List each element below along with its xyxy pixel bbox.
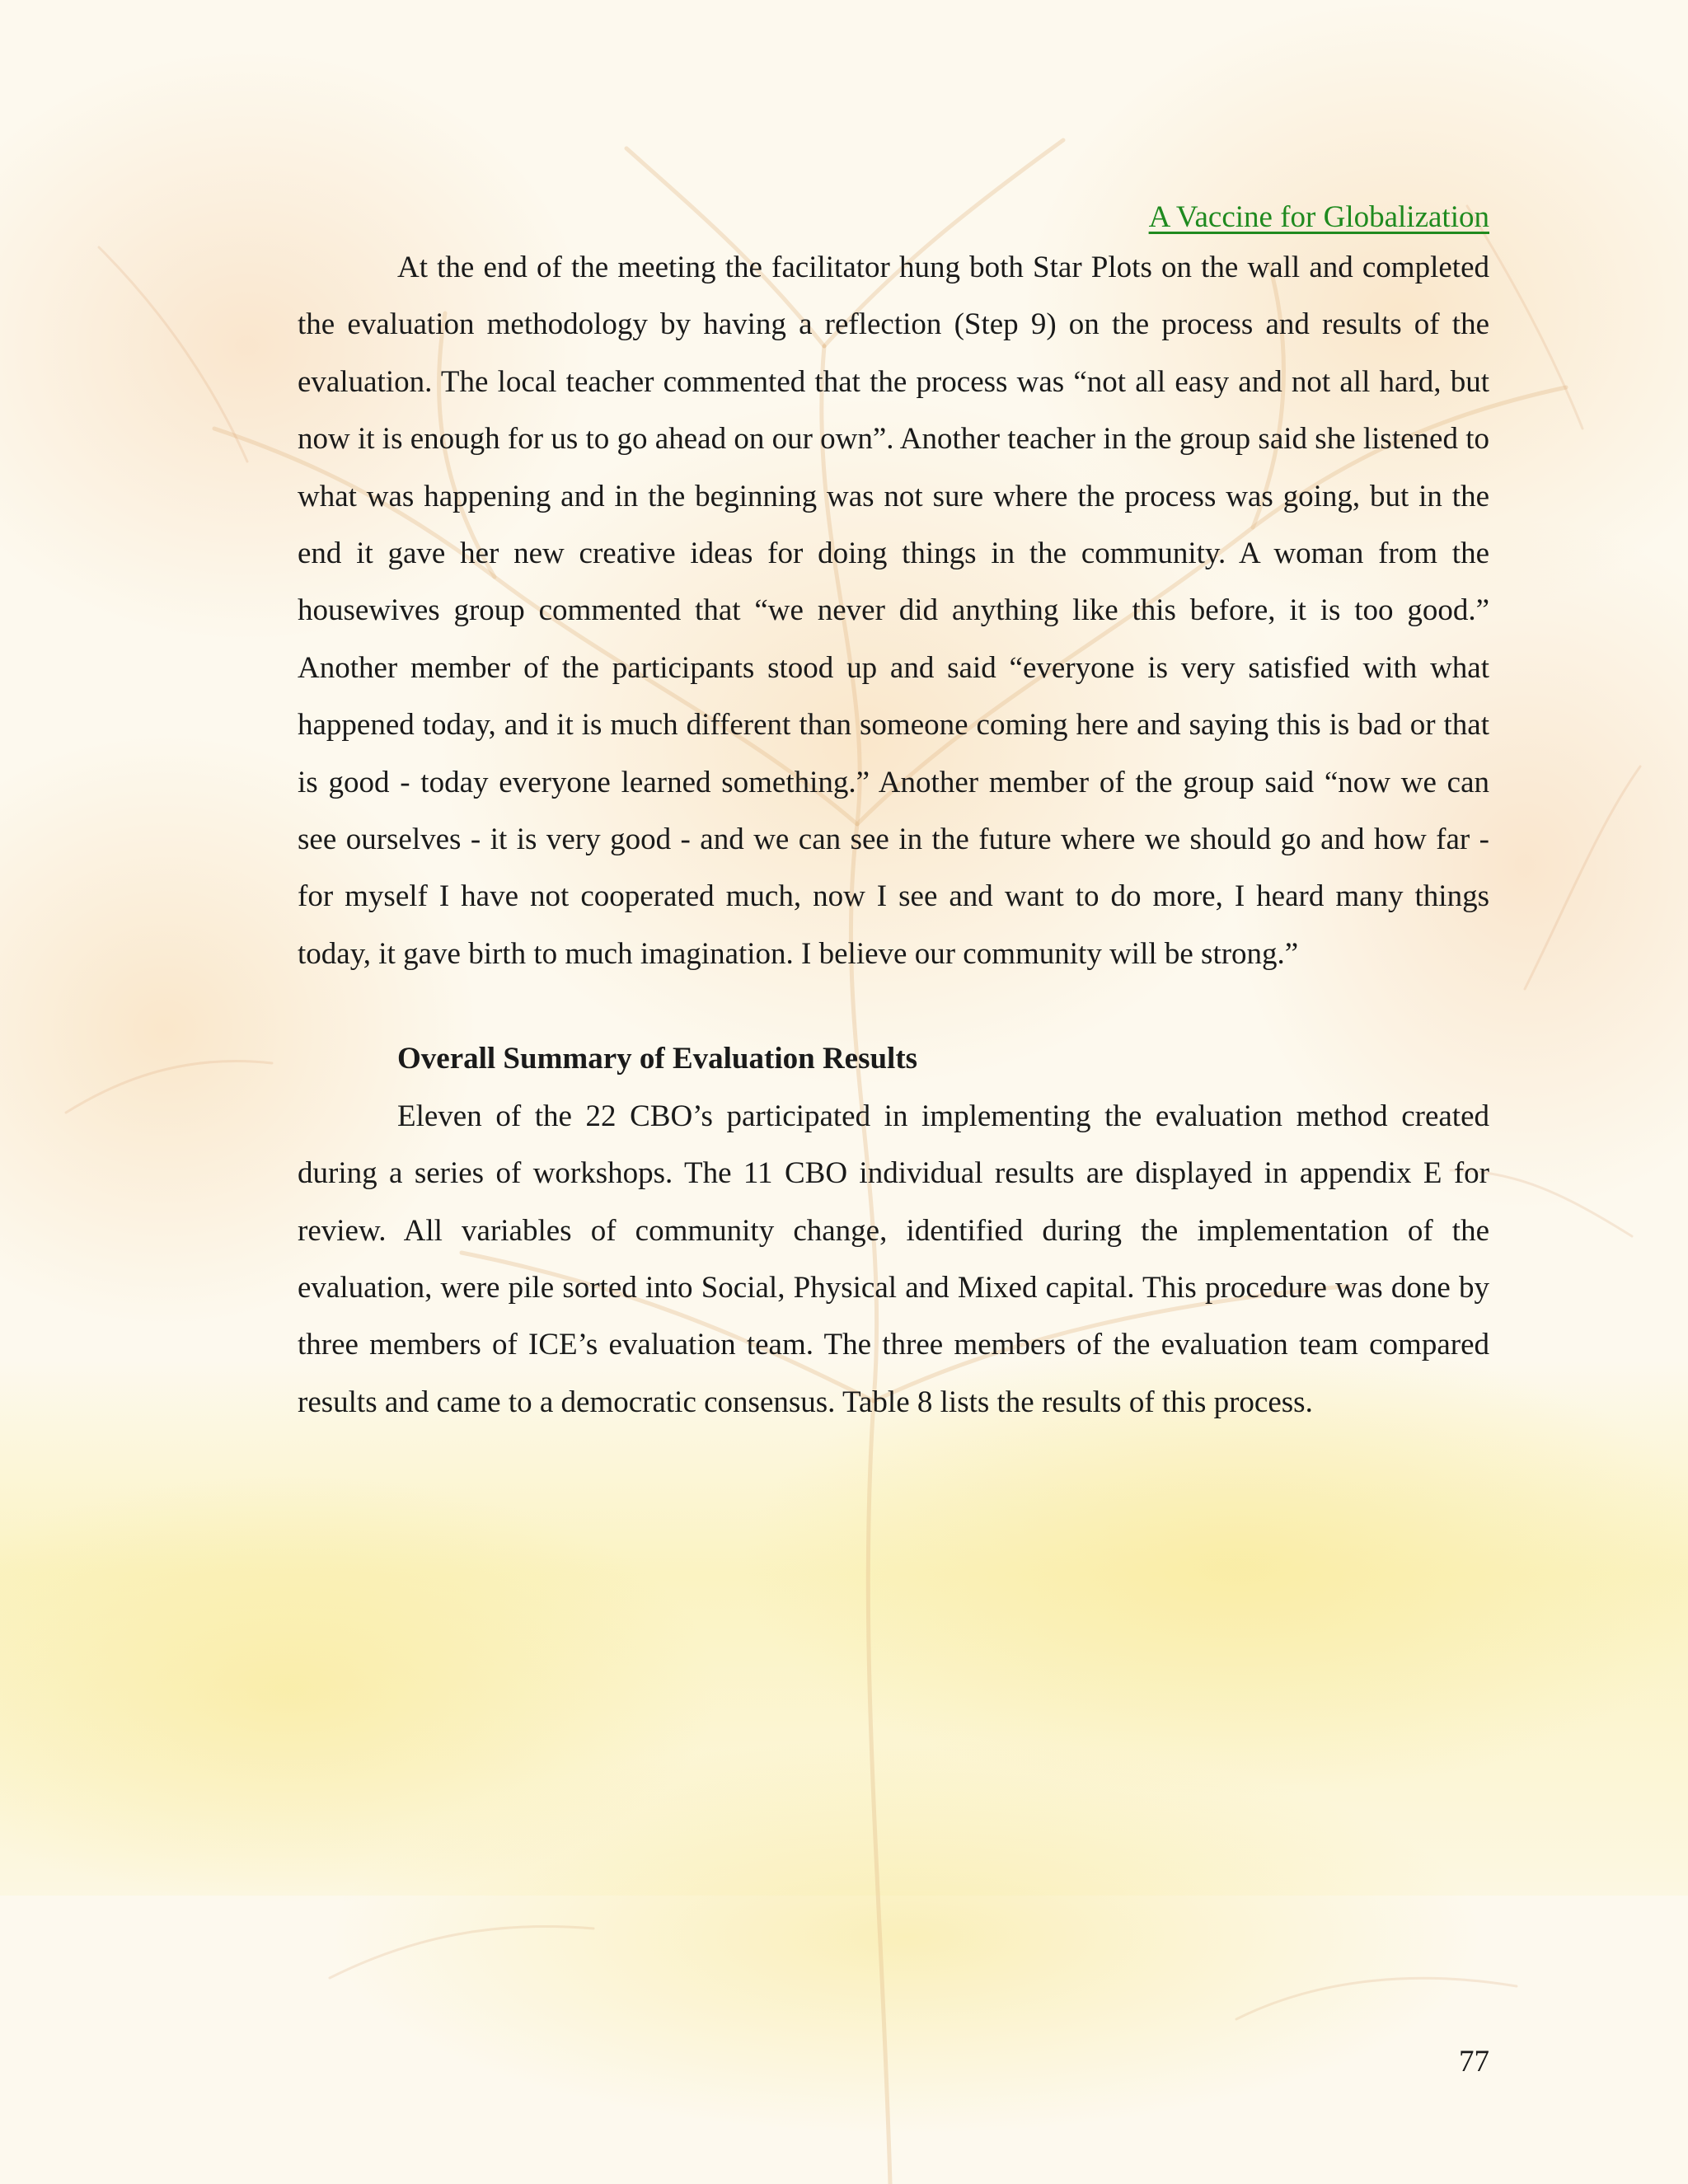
body-paragraph-1: At the end of the meeting the facilitator hung both Star Plots on the wall and completed the evaluation methodology by having a reflection (Step 9) on the process and results of the evaluation. The local teacher commented that the process was “not all easy and not all hard, but now it is enough for us to go ahead on our own”. Another teacher in the group said she listened to what was happening and in the beginning was not sure where the process was going, but in the end it gave her new creative ideas for doing things in the community. A woman from the housewives group commented that “we never did anything like this before, it is too good.” Another member of the participants stood up and said “everyone is very satisfied with what happened today, and it is much different than someone coming here and saying this is bad or that is good - today everyone learned something.” Another member of the group said “now we can see ourselves - it is very good - and we can see in the future where we should go and how far - for myself I have not cooperated much, now I see and want to do more, I heard many things today, it gave birth to much imagination. I believe our community will be strong.” [298, 251, 1489, 971]
page-content [298, 196, 1489, 1431]
body-paragraph-2: Eleven of the 22 CBO’s participated in implementing the evaluation method created during a series of workshops. The 11 CBO individual results are displayed in appendix E for review. All variables of community change, identified during the implementation of the evaluation, were pile sorted into Social, Physical and Mixed capital. This procedure was done by three members of ICE’s evaluation team. The three members of the evaluation team compared results and came to a democratic consensus. Table 8 lists the results of this process. [298, 1099, 1489, 1419]
running-header-title: A Vaccine for Globalization [1148, 200, 1489, 234]
section-heading: Overall Summary of Evaluation Results [397, 1042, 918, 1076]
page-number: 77 [1459, 2045, 1489, 2079]
